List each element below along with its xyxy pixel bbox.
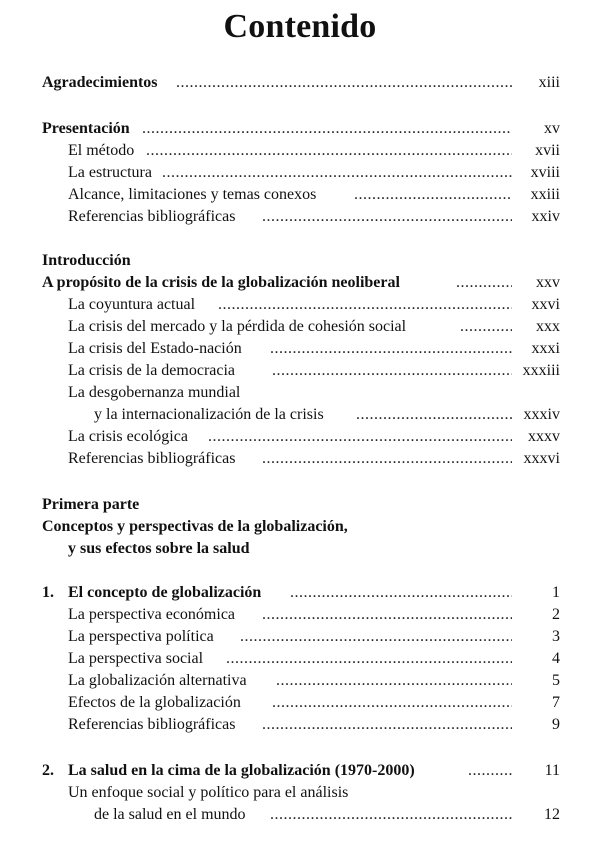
- toc-page-number: 7: [552, 694, 560, 711]
- toc-page-number: xxxv: [528, 428, 560, 445]
- toc-entry[interactable]: [0, 604, 600, 626]
- part-heading: Primera parte: [42, 496, 140, 513]
- toc-entry-label: Presentación: [42, 120, 130, 137]
- toc-page-number: 11: [544, 762, 560, 779]
- toc-page-number: xvii: [535, 142, 560, 159]
- toc-page-number: 1: [552, 584, 560, 601]
- toc-entry-label: Un enfoque social y político para el análisis: [68, 784, 349, 801]
- toc-entry[interactable]: [0, 804, 600, 826]
- toc-entry-agradecimientos[interactable]: [0, 72, 600, 94]
- toc-entry[interactable]: [0, 448, 600, 470]
- toc-entry-label: La crisis ecológica: [68, 428, 188, 445]
- toc-entry[interactable]: [0, 140, 600, 162]
- toc-entry[interactable]: [0, 162, 600, 184]
- part-subtitle-line1: Conceptos y perspectivas de la globalización,: [42, 518, 348, 535]
- toc-page-number: xxxvi: [523, 450, 560, 467]
- toc-entry[interactable]: [0, 692, 600, 714]
- toc-entry-label: A propósito de la crisis de la globalización neoliberal: [42, 274, 400, 291]
- toc-entry[interactable]: [0, 184, 600, 206]
- toc-page-number: xxv: [536, 274, 560, 291]
- toc-entry-label: Efectos de la globalización: [68, 694, 241, 711]
- toc-page-number: xxvi: [531, 296, 560, 313]
- toc-entry-label: Referencias bibliográficas: [68, 208, 236, 225]
- toc-page-number: xxxiv: [523, 406, 560, 423]
- dot-leader: [176, 72, 512, 94]
- toc-entry[interactable]: [0, 626, 600, 648]
- toc-entry-introduccion-main[interactable]: [0, 272, 600, 294]
- dot-leader: [276, 670, 512, 692]
- toc-entry[interactable]: [0, 294, 600, 316]
- toc-entry[interactable]: [0, 206, 600, 228]
- toc-entry-chapter-2[interactable]: [0, 760, 600, 782]
- chapter-number: 2.: [42, 762, 54, 779]
- toc-entry-label: La crisis del mercado y la pérdida de cohesión social: [68, 318, 407, 335]
- toc-entry-label: La coyuntura actual: [68, 296, 196, 313]
- toc-entry-presentacion[interactable]: [0, 118, 600, 140]
- toc-entry-chapter-1[interactable]: [0, 582, 600, 604]
- toc-entry-label: y la internacionalización de la crisis: [94, 406, 324, 423]
- toc-entry[interactable]: [0, 782, 600, 804]
- toc-entry[interactable]: [0, 338, 600, 360]
- toc-page-number: 9: [552, 716, 560, 733]
- chapter-number: 1.: [42, 584, 54, 601]
- dot-leader: [270, 804, 512, 826]
- toc-entry-label: de la salud en el mundo: [94, 806, 246, 823]
- toc-entry-label: El concepto de globalización: [68, 584, 262, 601]
- dot-leader: [272, 692, 512, 714]
- toc-entry-label: La desgobernanza mundial: [68, 384, 241, 401]
- toc-entry[interactable]: [0, 404, 600, 426]
- toc-entry-label: La crisis del Estado-nación: [68, 340, 242, 357]
- toc-page-number: xxxiii: [522, 362, 560, 379]
- page-title: Contenido: [223, 8, 377, 45]
- toc-page-number: xviii: [530, 164, 560, 181]
- toc-page-number: 4: [552, 650, 560, 667]
- toc-entry-label: El método: [68, 142, 135, 159]
- toc-page-number: 3: [552, 628, 560, 645]
- dot-leader: [456, 272, 512, 294]
- toc-entry-label: Agradecimientos: [42, 74, 158, 91]
- toc-entry[interactable]: [0, 714, 600, 736]
- dot-leader: [460, 316, 512, 338]
- dot-leader: [208, 426, 512, 448]
- toc-page-number: 2: [552, 606, 560, 623]
- dot-leader: [262, 714, 512, 736]
- part-subtitle-line2: y sus efectos sobre la salud: [68, 540, 250, 557]
- toc-entry-label: Referencias bibliográficas: [68, 716, 236, 733]
- dot-leader: [218, 294, 512, 316]
- toc-page-number: xxiii: [530, 186, 560, 203]
- toc-page-number: 12: [544, 806, 560, 823]
- dot-leader: [146, 140, 512, 162]
- toc-entry-label: La salud en la cima de la globalización (1970-2000): [68, 762, 415, 779]
- dot-leader: [142, 118, 512, 140]
- dot-leader: [290, 582, 512, 604]
- dot-leader: [272, 360, 512, 382]
- toc-entry[interactable]: [0, 382, 600, 404]
- toc-page-number: xxx: [536, 318, 560, 335]
- toc-entry-label: Referencias bibliográficas: [68, 450, 236, 467]
- dot-leader: [226, 648, 512, 670]
- toc-entry[interactable]: [0, 426, 600, 448]
- toc-entry[interactable]: [0, 670, 600, 692]
- toc-entry-label: La perspectiva social: [68, 650, 204, 667]
- toc-page-number: 5: [552, 672, 560, 689]
- dot-leader: [262, 206, 512, 228]
- dot-leader: [262, 448, 512, 470]
- dot-leader: [240, 626, 512, 648]
- dot-leader: [270, 338, 512, 360]
- toc-page-number: xiii: [538, 74, 560, 91]
- dot-leader: [162, 162, 512, 184]
- toc-entry-label: La globalización alternativa: [68, 672, 247, 689]
- toc-entry-label: La crisis de la democracia: [68, 362, 236, 379]
- toc-page-number: xxiv: [531, 208, 560, 225]
- toc-page-number: xxxi: [531, 340, 560, 357]
- dot-leader: [262, 604, 512, 626]
- toc-entry[interactable]: [0, 648, 600, 670]
- toc-entry-label: La perspectiva política: [68, 628, 214, 645]
- dot-leader: [356, 404, 512, 426]
- toc-entry-label: La estructura: [68, 164, 152, 181]
- section-heading-introduccion: Introducción: [42, 252, 131, 269]
- toc-entry[interactable]: [0, 360, 600, 382]
- dot-leader: [354, 184, 512, 206]
- toc-page-number: xv: [544, 120, 560, 137]
- toc-entry-label: Alcance, limitaciones y temas conexos: [68, 186, 317, 203]
- toc-entry-label: La perspectiva económica: [68, 606, 236, 623]
- dot-leader: [468, 760, 512, 782]
- toc-entry[interactable]: [0, 316, 600, 338]
